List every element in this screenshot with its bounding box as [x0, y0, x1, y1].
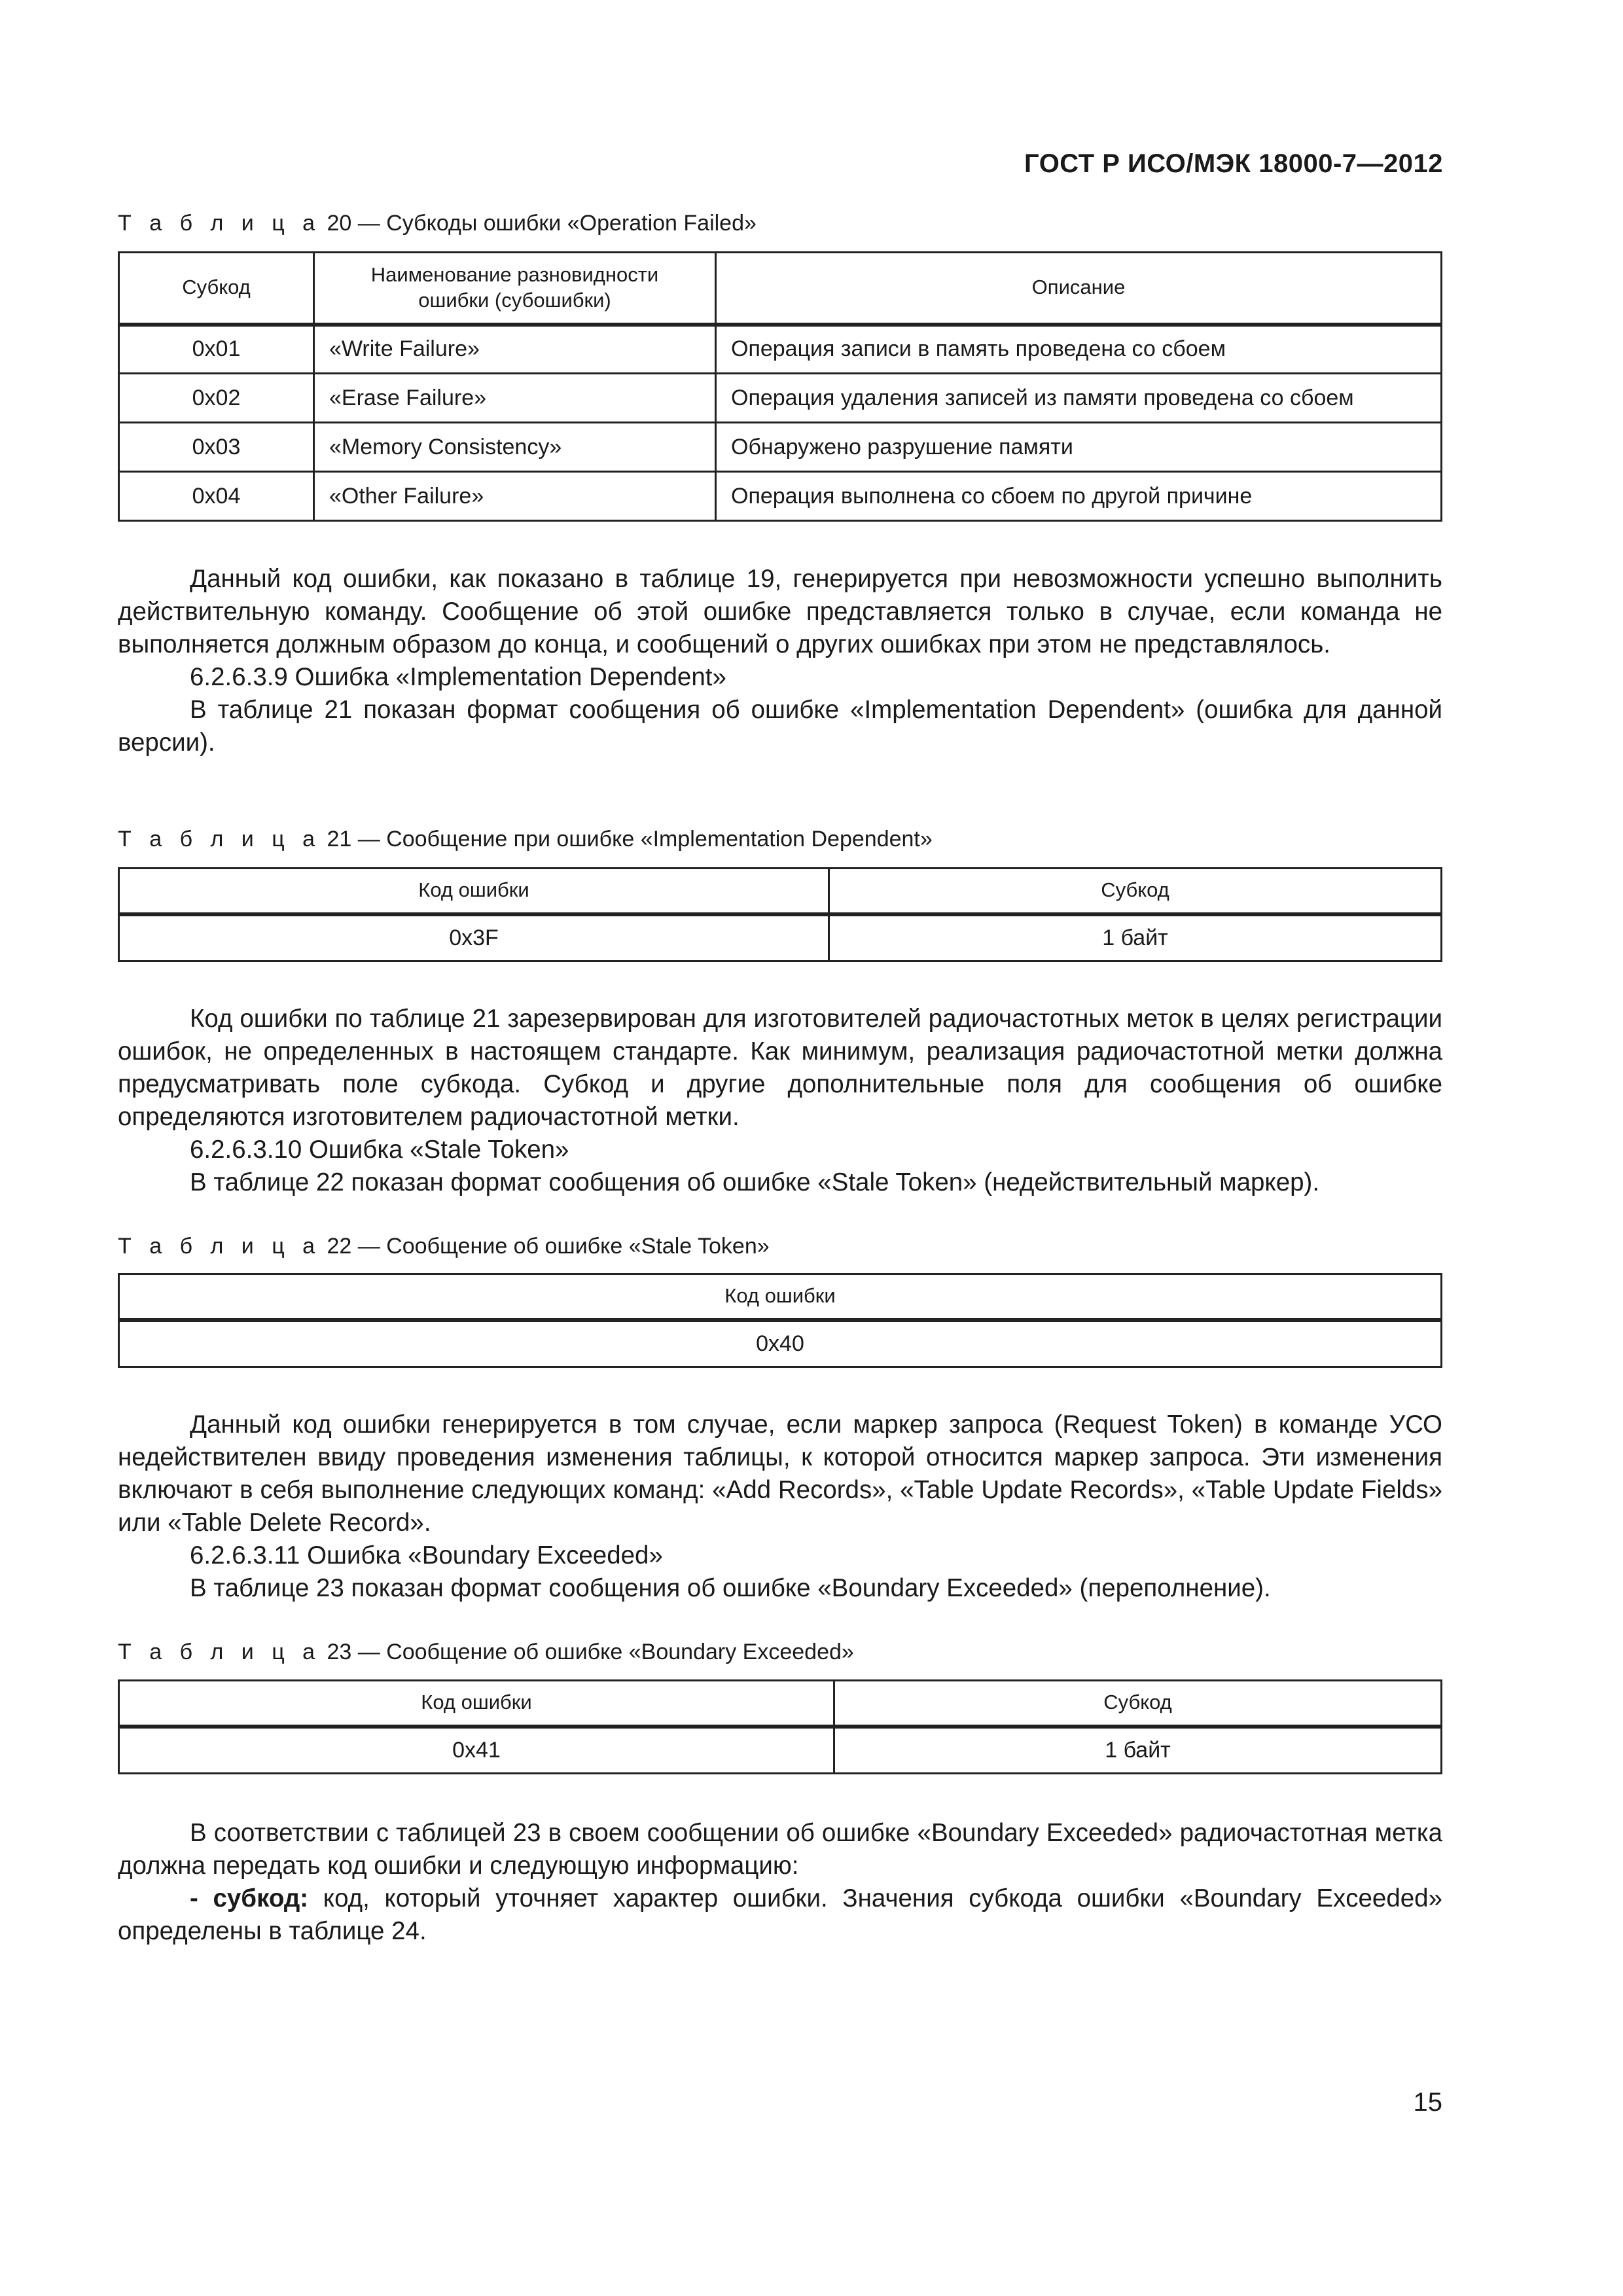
page-number: 15 [1413, 2088, 1442, 2117]
paragraph-block-4 [118, 1817, 1442, 1948]
cell-subcode: 1 байт [829, 914, 1442, 961]
cell-description: Операция удаления записей из памяти проведена со сбоем [716, 374, 1442, 423]
cell-error-code: 0x3F [119, 914, 829, 961]
paragraph-block-3 [118, 1408, 1442, 1605]
table-22 [118, 1273, 1442, 1368]
table-23 [118, 1679, 1442, 1774]
cell-description: Операция выполнена со сбоем по другой причине [716, 472, 1442, 521]
cell-error-code: 0x40 [119, 1320, 1442, 1367]
column-header: Описание [716, 253, 1442, 325]
body-text: Код ошибки по таблице 21 зарезервирован для изготовителей радиочастотных меток в целях регистрации ошибок, не определенных в настоящем стандарте. Как минимум, реализация радиочастотной метки должна предусматривать поле субкода. Субкод и другие дополнительные поля для сообщения об ошибке определяются изготовителем радиочастотной метки. [118, 1005, 1442, 1131]
caption-text: 20 — Субкоды ошибки «Operation Failed» [321, 211, 757, 236]
table-header-row [119, 869, 1442, 914]
cell-subcode: 1 байт [834, 1727, 1442, 1774]
table-header-row [119, 253, 1442, 325]
caption-text: 21 — Сообщение при ошибке «Implementation Dependent» [321, 827, 933, 852]
table-row [119, 374, 1442, 423]
caption-prefix: Т а б л и ц а [118, 1234, 321, 1259]
paragraph-block-2 [118, 1003, 1442, 1199]
body-text: В таблице 22 показан формат сообщения об ошибке «Stale Token» (недействительный маркер). [190, 1168, 1320, 1196]
body-text: Данный код ошибки, как показано в таблице 19, генерируется при невозможности успешно выполнить действительную команду. Сообщение об этой ошибке представляется только в случае, если команда не выполняется должным образом до конца, и сообщений о других ошибках при этом не представлялось. [118, 565, 1442, 658]
column-header: Субкод [829, 869, 1442, 914]
caption-text: 23 — Сообщение об ошибке «Boundary Exceeded» [321, 1640, 854, 1664]
body-text: В соответствии с таблицей 23 в своем сообщении об ошибке «Boundary Exceeded» радиочастотная метка должна передать код ошибки и следующую информацию: [118, 1819, 1442, 1880]
column-header: Наименование разновидности ошибки (субошибки) [314, 253, 716, 325]
caption-prefix: Т а б л и ц а [118, 827, 321, 852]
column-header: Код ошибки [119, 869, 829, 914]
column-header: Код ошибки [119, 1681, 834, 1727]
table-header-row [119, 1681, 1442, 1727]
bullet-label: - субкод: [190, 1884, 309, 1912]
section-heading: 6.2.6.3.10 Ошибка «Stale Token» [190, 1136, 569, 1164]
table-22-caption [118, 1234, 770, 1259]
cell-subcode: 0x03 [119, 423, 314, 472]
body-text: В таблице 21 показан формат сообщения об ошибке «Implementation Dependent» (ошибка для данной версии). [118, 696, 1442, 757]
cell-description: Обнаружено разрушение памяти [716, 423, 1442, 472]
cell-name: «Memory Consistency» [314, 423, 716, 472]
table-row [119, 325, 1442, 374]
table-row [119, 1727, 1442, 1774]
column-header: Субкод [834, 1681, 1442, 1727]
caption-text: 22 — Сообщение об ошибке «Stale Token» [321, 1234, 770, 1259]
table-23-caption [118, 1640, 854, 1665]
cell-subcode: 0x02 [119, 374, 314, 423]
cell-name: «Erase Failure» [314, 374, 716, 423]
standard-header: ГОСТ Р ИСО/МЭК 18000-7—2012 [1024, 149, 1443, 178]
bullet-item [118, 1882, 1442, 1948]
table-row [119, 914, 1442, 961]
table-20-caption [118, 211, 757, 236]
bullet-text: код, который уточняет характер ошибки. Значения субкода ошибки «Boundary Exceeded» определены в таблице 24. [118, 1884, 1442, 1945]
table-header-row [119, 1274, 1442, 1320]
cell-name: «Other Failure» [314, 472, 716, 521]
cell-error-code: 0x41 [119, 1727, 834, 1774]
body-text: Данный код ошибки генерируется в том случае, если маркер запроса (Request Token) в команде УСО недействителен ввиду проведения изменения таблицы, к которой относится маркер запроса. Эти изменения включают в себя выполнение следующих команд: «Add Records», «Table Update Records», «Table Update Fields» или «Table Delete Record». [118, 1410, 1442, 1537]
cell-subcode: 0x01 [119, 325, 314, 374]
section-heading: 6.2.6.3.9 Ошибка «Implementation Dependent» [190, 663, 726, 691]
section-heading: 6.2.6.3.11 Ошибка «Boundary Exceeded» [190, 1541, 663, 1570]
paragraph-block-1 [118, 563, 1442, 759]
table-21-caption [118, 827, 933, 852]
body-text: В таблице 23 показан формат сообщения об ошибке «Boundary Exceeded» (переполнение). [190, 1574, 1271, 1602]
cell-name: «Write Failure» [314, 325, 716, 374]
cell-subcode: 0x04 [119, 472, 314, 521]
table-row [119, 1320, 1442, 1367]
table-21 [118, 867, 1442, 962]
table-row [119, 472, 1442, 521]
cell-description: Операция записи в память проведена со сбоем [716, 325, 1442, 374]
table-row [119, 423, 1442, 472]
caption-prefix: Т а б л и ц а [118, 1640, 321, 1664]
column-header: Код ошибки [119, 1274, 1442, 1320]
column-header: Субкод [119, 253, 314, 325]
table-20 [118, 251, 1442, 522]
caption-prefix: Т а б л и ц а [118, 211, 321, 236]
